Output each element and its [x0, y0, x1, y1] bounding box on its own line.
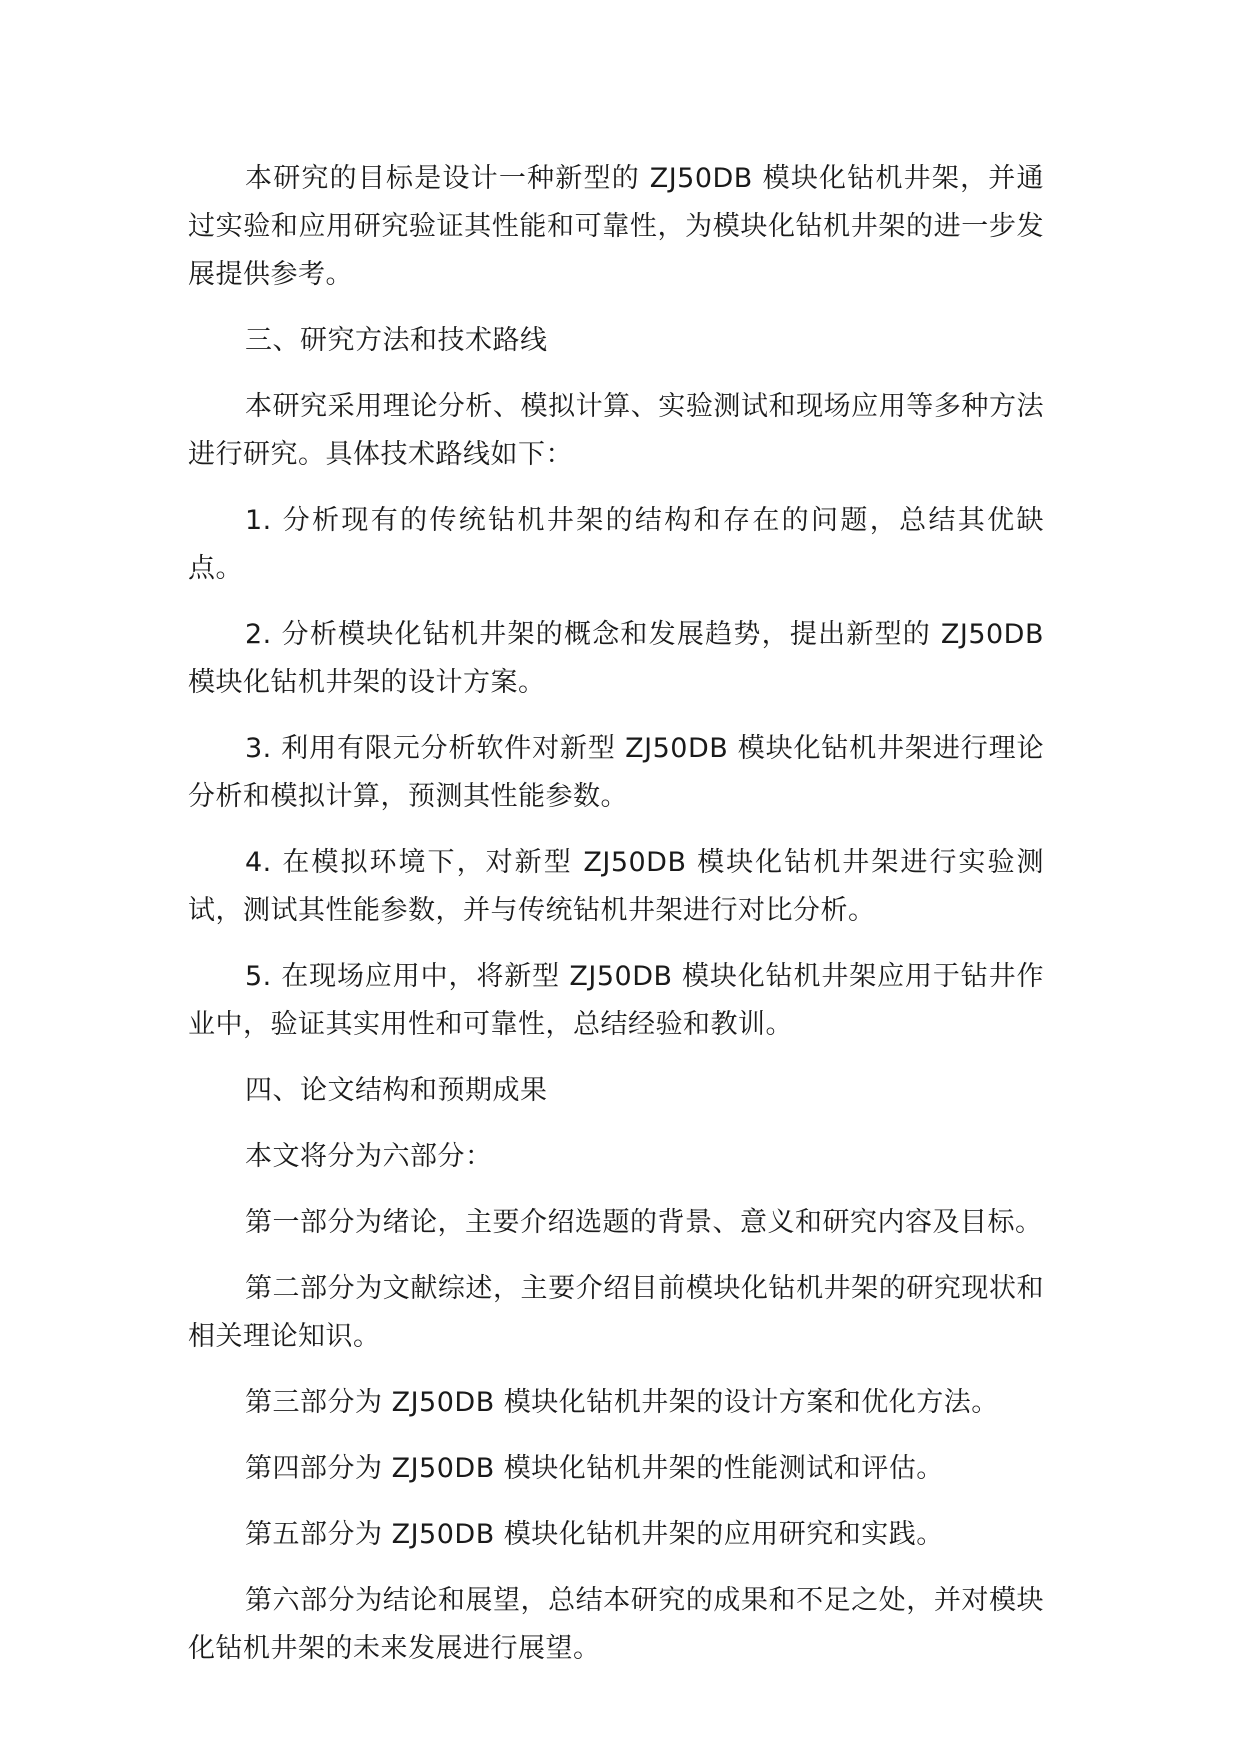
paragraph-part-1: 第一部分为绪论，主要介绍选题的背景、意义和研究内容及目标。: [245, 1207, 1043, 1238]
list-item-step-4: 4. 在模拟环境下，对新型 ZJ50DB 模块化钻机井架进行实验测试，测试其性能参数，并与传统钻机井架进行对比分析。: [188, 847, 1044, 926]
list-item-step-1: 1. 分析现有的传统钻机井架的结构和存在的问题，总结其优缺点。: [188, 505, 1044, 584]
section-heading-methods: 三、研究方法和技术路线: [245, 325, 548, 356]
document-page: [188, 155, 1044, 1691]
paragraph-part-2: 第二部分为文献综述，主要介绍目前模块化钻机井架的研究现状和相关理论知识。: [188, 1273, 1044, 1352]
paragraph-research-goal: 本研究的目标是设计一种新型的 ZJ50DB 模块化钻机井架，并通过实验和应用研究验证其性能和可靠性，为模块化钻机井架的进一步发展提供参考。: [188, 163, 1044, 290]
paragraph-methods-intro: 本研究采用理论分析、模拟计算、实验测试和现场应用等多种方法进行研究。具体技术路线如下：: [188, 391, 1044, 470]
list-item-step-5: 5. 在现场应用中，将新型 ZJ50DB 模块化钻机井架应用于钻井作业中，验证其实用性和可靠性，总结经验和教训。: [188, 961, 1044, 1040]
section-heading-structure: 四、论文结构和预期成果: [245, 1075, 548, 1106]
paragraph-part-3: 第三部分为 ZJ50DB 模块化钻机井架的设计方案和优化方法。: [245, 1387, 999, 1418]
paragraph-part-4: 第四部分为 ZJ50DB 模块化钻机井架的性能测试和评估。: [245, 1453, 944, 1484]
list-item-step-3: 3. 利用有限元分析软件对新型 ZJ50DB 模块化钻机井架进行理论分析和模拟计算，预测其性能参数。: [188, 733, 1044, 812]
paragraph-structure-intro: 本文将分为六部分：: [245, 1141, 493, 1172]
list-item-step-2: 2. 分析模块化钻机井架的概念和发展趋势，提出新型的 ZJ50DB 模块化钻机井架的设计方案。: [188, 619, 1044, 698]
paragraph-part-5: 第五部分为 ZJ50DB 模块化钻机井架的应用研究和实践。: [245, 1519, 944, 1550]
paragraph-part-6: 第六部分为结论和展望，总结本研究的成果和不足之处，并对模块化钻机井架的未来发展进行展望。: [188, 1585, 1044, 1664]
